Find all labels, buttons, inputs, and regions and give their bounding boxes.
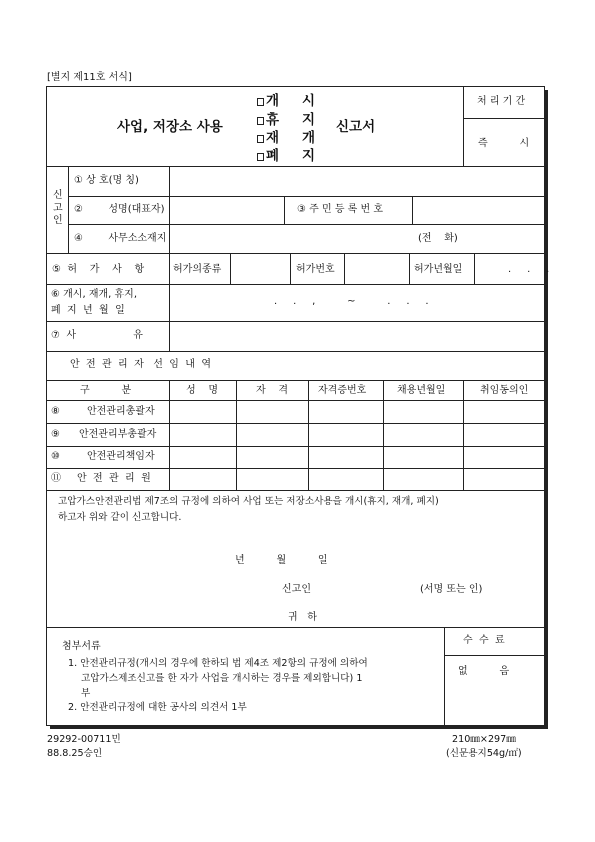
- representative-label: ② 성명(대표자): [74, 204, 165, 215]
- attachment-item2: 2. 안전관리규정에 대한 공사의 의견서 1부: [68, 702, 247, 713]
- resident-number-label: ③ 주 민 등 록 번 호: [297, 204, 383, 215]
- permit-items-label: ⑤ 허 가 사 항: [52, 264, 145, 275]
- representative-field[interactable]: [170, 197, 283, 223]
- col-name: 성 명: [186, 385, 219, 396]
- resident-number-field[interactable]: [413, 197, 544, 223]
- row-number: ⑩: [51, 451, 60, 462]
- dates-label-line1: ⑥ 개시, 재개, 휴지,: [51, 289, 137, 300]
- option-char-b-4: 지: [302, 148, 316, 164]
- attachments-title: 첨부서류: [62, 641, 101, 652]
- paper-type: (신문용지54g/㎡): [446, 748, 522, 759]
- col-license-number: 자격증번호: [318, 385, 367, 396]
- form-title-right: 신고서: [336, 119, 376, 135]
- checkbox-open[interactable]: [257, 98, 264, 106]
- phone-label: (전 화): [418, 233, 458, 244]
- office-address-field[interactable]: [170, 225, 410, 252]
- option-char-b-1: 시: [302, 93, 316, 109]
- row-number: ⑪: [51, 473, 61, 484]
- declaration-date[interactable]: 년 월 일: [235, 555, 328, 566]
- company-name-label: ① 상 호(명 칭): [74, 175, 139, 186]
- form-number: [별지 제11호 서식]: [47, 72, 132, 83]
- form-code: 29292-00711민: [47, 734, 121, 745]
- col-hire-date: 채용년월일: [397, 385, 446, 396]
- reason-field[interactable]: [170, 322, 544, 350]
- processing-period-label: 처 리 기 간: [477, 96, 526, 107]
- permit-type-label: 허가의종류: [173, 264, 222, 275]
- checkbox-resume[interactable]: [257, 135, 264, 143]
- declaration-line1: 고압가스안전관리법 제7조의 규정에 의하여 사업 또는 저장소사용을 개시(휴지, 재개, 폐지): [58, 496, 439, 507]
- permit-date-label: 허가년월일: [414, 264, 463, 275]
- dates-value[interactable]: . . , ~ . . .: [274, 296, 429, 307]
- applicant-group-label: 신 고 인: [53, 190, 63, 226]
- reason-label: ⑦ 사 유: [51, 330, 143, 341]
- attachment-item1-line2: 고압가스제조신고를 한 자가 사업을 개시하는 경우를 제외합니다) 1: [81, 673, 363, 684]
- option-char-a-2: 휴: [266, 112, 280, 128]
- office-address-label: ④ 사무소소재지: [74, 233, 167, 244]
- declarant-label: 신고인: [282, 584, 311, 595]
- company-name-field[interactable]: [170, 167, 544, 195]
- attachment-item1-line3: 부: [81, 688, 91, 699]
- fee-label: 수 수 료: [463, 635, 505, 646]
- declaration-line2: 하고자 위와 같이 신고합니다.: [58, 512, 182, 523]
- option-char-a-3: 재: [266, 130, 280, 146]
- dates-label-line2: 폐 지 년 월 일: [51, 305, 125, 316]
- attachment-item1-line1: 1. 안전관리규정(개시의 경우에 한하되 법 제4조 제2항의 규정에 의하여: [68, 658, 368, 669]
- permit-number-label: 허가번호: [296, 264, 335, 275]
- permit-number-field[interactable]: [345, 254, 408, 283]
- row-label: 안 전 관 리 원: [77, 473, 151, 484]
- signature-label[interactable]: (서명 또는 인): [420, 584, 483, 595]
- row-label: 안전관리총괄자: [87, 406, 155, 417]
- row-label: 안전관리부총괄자: [79, 429, 157, 440]
- approval-date: 88.8.25승인: [47, 748, 103, 759]
- addressee-label: 귀 하: [288, 612, 317, 623]
- frame-shadow-bottom: [50, 726, 548, 729]
- managers-section-title: 안 전 관 리 자 선 임 내 역: [70, 359, 211, 370]
- frame-shadow-right: [545, 90, 548, 729]
- option-char-b-2: 지: [302, 112, 316, 128]
- paper-size: 210㎜×297㎜: [452, 734, 516, 745]
- option-char-a-1: 개: [266, 93, 280, 109]
- col-consent: 취임동의인: [480, 385, 529, 396]
- processing-period-value: 즉 시: [478, 138, 530, 149]
- col-qualification: 자 격: [256, 385, 289, 396]
- row-number: ⑧: [51, 406, 60, 417]
- permit-date-value[interactable]: . . .: [508, 264, 550, 275]
- form-title-left: 사업, 저장소 사용: [117, 119, 223, 135]
- row-number: ⑨: [51, 429, 60, 440]
- col-category: 구 분: [80, 385, 132, 396]
- checkbox-close[interactable]: [257, 153, 264, 161]
- fee-value: 없 음: [458, 666, 510, 677]
- option-char-a-4: 폐: [266, 148, 280, 164]
- permit-type-field[interactable]: [231, 254, 289, 283]
- option-char-b-3: 개: [302, 130, 316, 146]
- row-label: 안전관리책임자: [87, 451, 155, 462]
- checkbox-suspend[interactable]: [257, 117, 264, 125]
